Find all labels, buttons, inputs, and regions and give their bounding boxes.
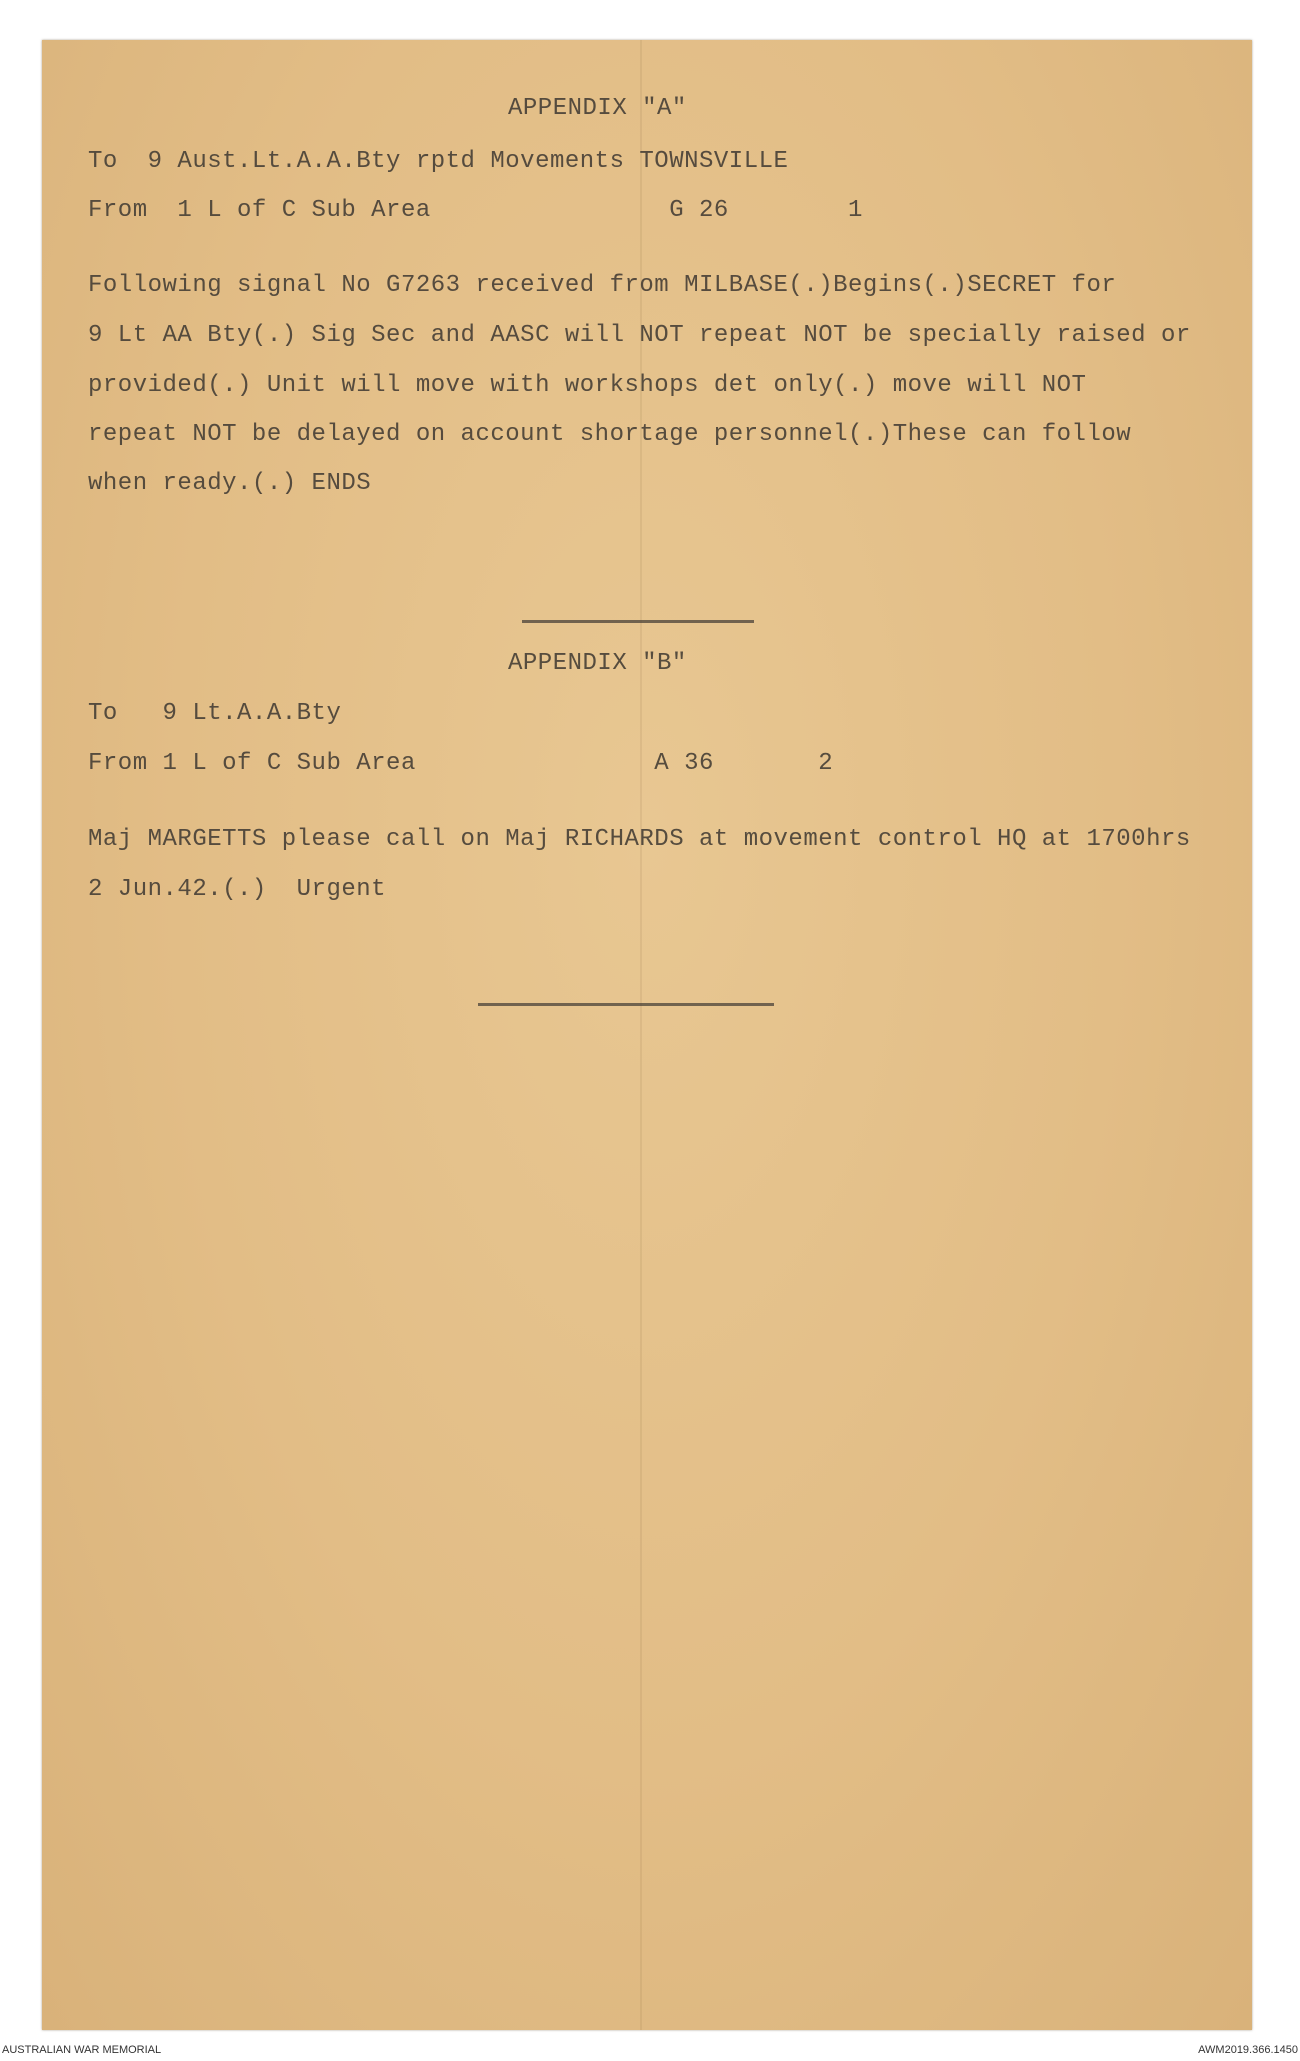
section-divider [478,1003,774,1006]
appendix-a-body-line: provided(.) Unit will move with workshops det only(.) move will NOT [88,372,1087,399]
appendix-b-from-line: From 1 L of C Sub Area A 36 2 [88,750,834,777]
footer-institution: AUSTRALIAN WAR MEMORIAL [2,2044,162,2056]
appendix-b-body-line: Maj MARGETTS please call on Maj RICHARDS at movement control HQ at 1700hrs [88,826,1191,853]
appendix-a-body-line: when ready.(.) ENDS [88,470,372,497]
footer-accession-number: AWM2019.366.1450 [1198,2044,1298,2056]
appendix-a-to-line: To 9 Aust.Lt.A.A.Bty rptd Movements TOWNSVILLE [88,148,789,175]
appendix-a-from-line: From 1 L of C Sub Area G 26 1 [88,197,863,224]
appendix-a-body-line: Following signal No G7263 received from MILBASE(.)Begins(.)SECRET for [88,272,1117,299]
appendix-b-heading: APPENDIX "B" [508,650,687,677]
appendix-b-to-line: To 9 Lt.A.A.Bty [88,700,342,727]
appendix-a-body-line: repeat NOT be delayed on account shortage personnel(.)These can follow [88,421,1132,448]
appendix-a-heading: APPENDIX "A" [508,95,687,122]
appendix-a-body-line: 9 Lt AA Bty(.) Sig Sec and AASC will NOT repeat NOT be specially raised or [88,322,1191,349]
section-divider [522,620,754,623]
appendix-b-body-line: 2 Jun.42.(.) Urgent [88,876,387,903]
